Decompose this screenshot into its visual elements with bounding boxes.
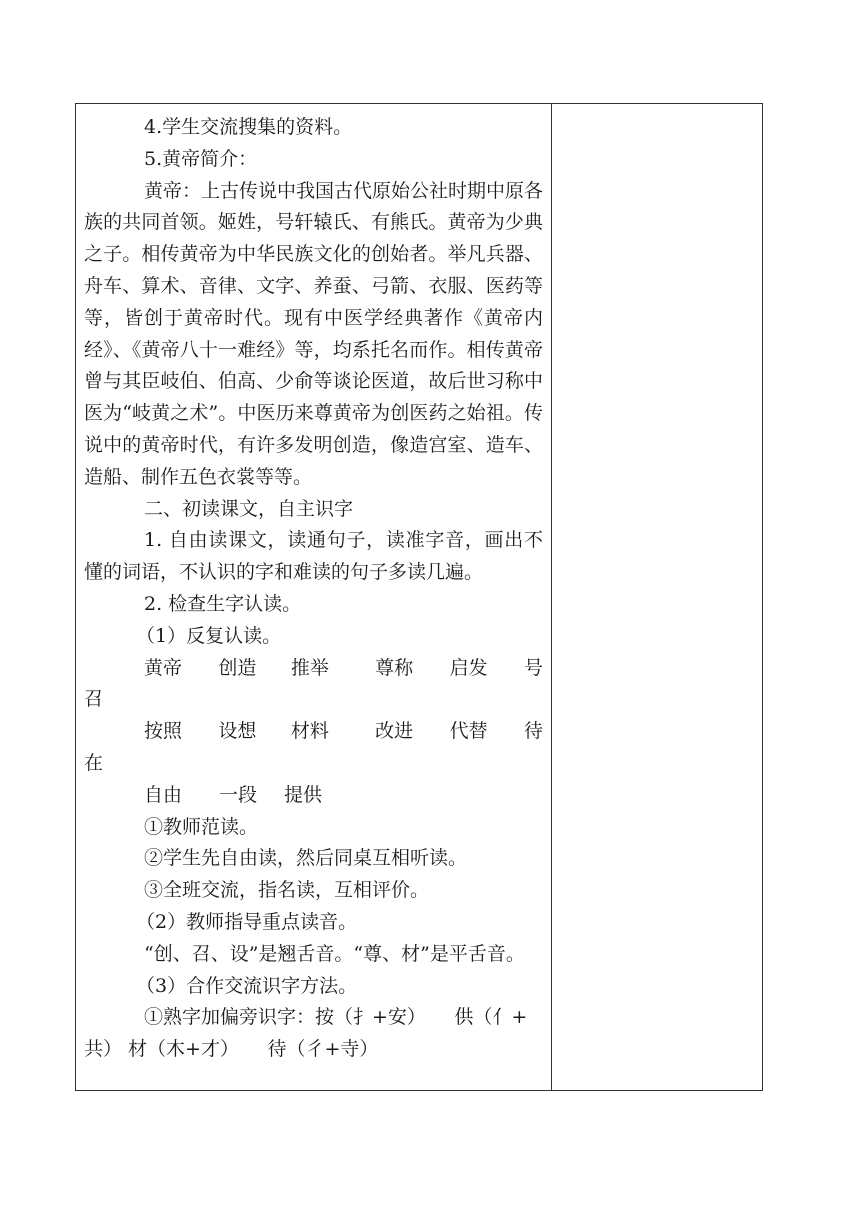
word: 待: [523, 720, 543, 743]
pronunciation-note: “创、召、设”是翘舌音。“尊、材”是平舌音。: [144, 942, 525, 965]
word: 代替: [449, 720, 488, 743]
item-free-reading: 1. 自由读课文，读通句子，读准字音，画出不懂的词语，不认识的字和难读的句子多读几遍。: [84, 529, 543, 584]
step-student-read: ②学生先自由读，然后同桌互相听读。: [144, 847, 468, 870]
method-radical-b: 共） 材（木+才） 待（彳+寺）: [84, 1038, 379, 1061]
sub-literacy-methods: （3）合作交流识字方法。: [136, 974, 358, 997]
huangdi-paragraph: 黄帝：上古传说中我国古代原始公社时期中原各族的共同首领。姬姓，号轩辕氏、有熊氏。黄帝为少典之子。相传黄帝为中华民族文化的创始者。举凡兵器、舟车、算术、音律、文字、养蚕、弓箭、衣服、医药等等，皆创于黄帝时代。现有中医学经典著作《黄帝内经》、《黄帝八十一难经》等，均系托名而作。相传黄帝曾与其臣岐伯、伯高、少俞等谈论医道，故后世习称中医为“岐黄之术”。中医历来尊黄帝为创医药之始祖。传说中的黄帝时代，有许多发明创造，像造宫室、造车、造船、制作五色衣裳等等。: [84, 179, 544, 488]
method-radical-a: ①熟字加偏旁识字：按（扌+安） 供（亻+: [144, 1006, 528, 1029]
word: 材料: [290, 720, 329, 743]
word: 黄帝: [144, 656, 183, 679]
section-heading-first-read: 二、初读课文，自主识字: [144, 497, 354, 520]
word: 改进: [375, 720, 414, 743]
word: 创造: [218, 656, 257, 679]
word: 尊称: [375, 656, 414, 679]
step-teacher-read: ①教师范读。: [144, 815, 259, 838]
word: 推举: [290, 656, 329, 679]
word: 一段: [219, 783, 258, 806]
lesson-content-cell: [76, 104, 552, 1090]
word: 设想: [218, 720, 257, 743]
word-row-3: [84, 780, 543, 812]
word-row-2: [84, 716, 543, 748]
word-row-1: [84, 653, 543, 685]
sub-pronunciation: （2）教师指导重点读音。: [136, 910, 358, 933]
line-exchange-materials: 4.学生交流搜集的资料。: [144, 116, 353, 138]
word-row-2-tail: 在: [84, 751, 104, 774]
word: 提供: [284, 783, 323, 806]
word-row-1-tail: 召: [84, 688, 104, 711]
word: 按照: [144, 720, 183, 743]
item-check-characters: 2. 检查生字认读。: [144, 592, 302, 615]
lesson-table: [75, 103, 763, 1091]
sub-repeat-reading: （1）反复认读。: [136, 624, 282, 647]
word: 启发: [449, 656, 488, 679]
notes-cell: [552, 104, 762, 1090]
step-class-exchange: ③全班交流，指名读，互相评价。: [144, 879, 430, 902]
line-huangdi-heading: 5.黄帝简介：: [144, 147, 258, 170]
word: 自由: [144, 783, 183, 806]
word: 号: [523, 656, 543, 679]
